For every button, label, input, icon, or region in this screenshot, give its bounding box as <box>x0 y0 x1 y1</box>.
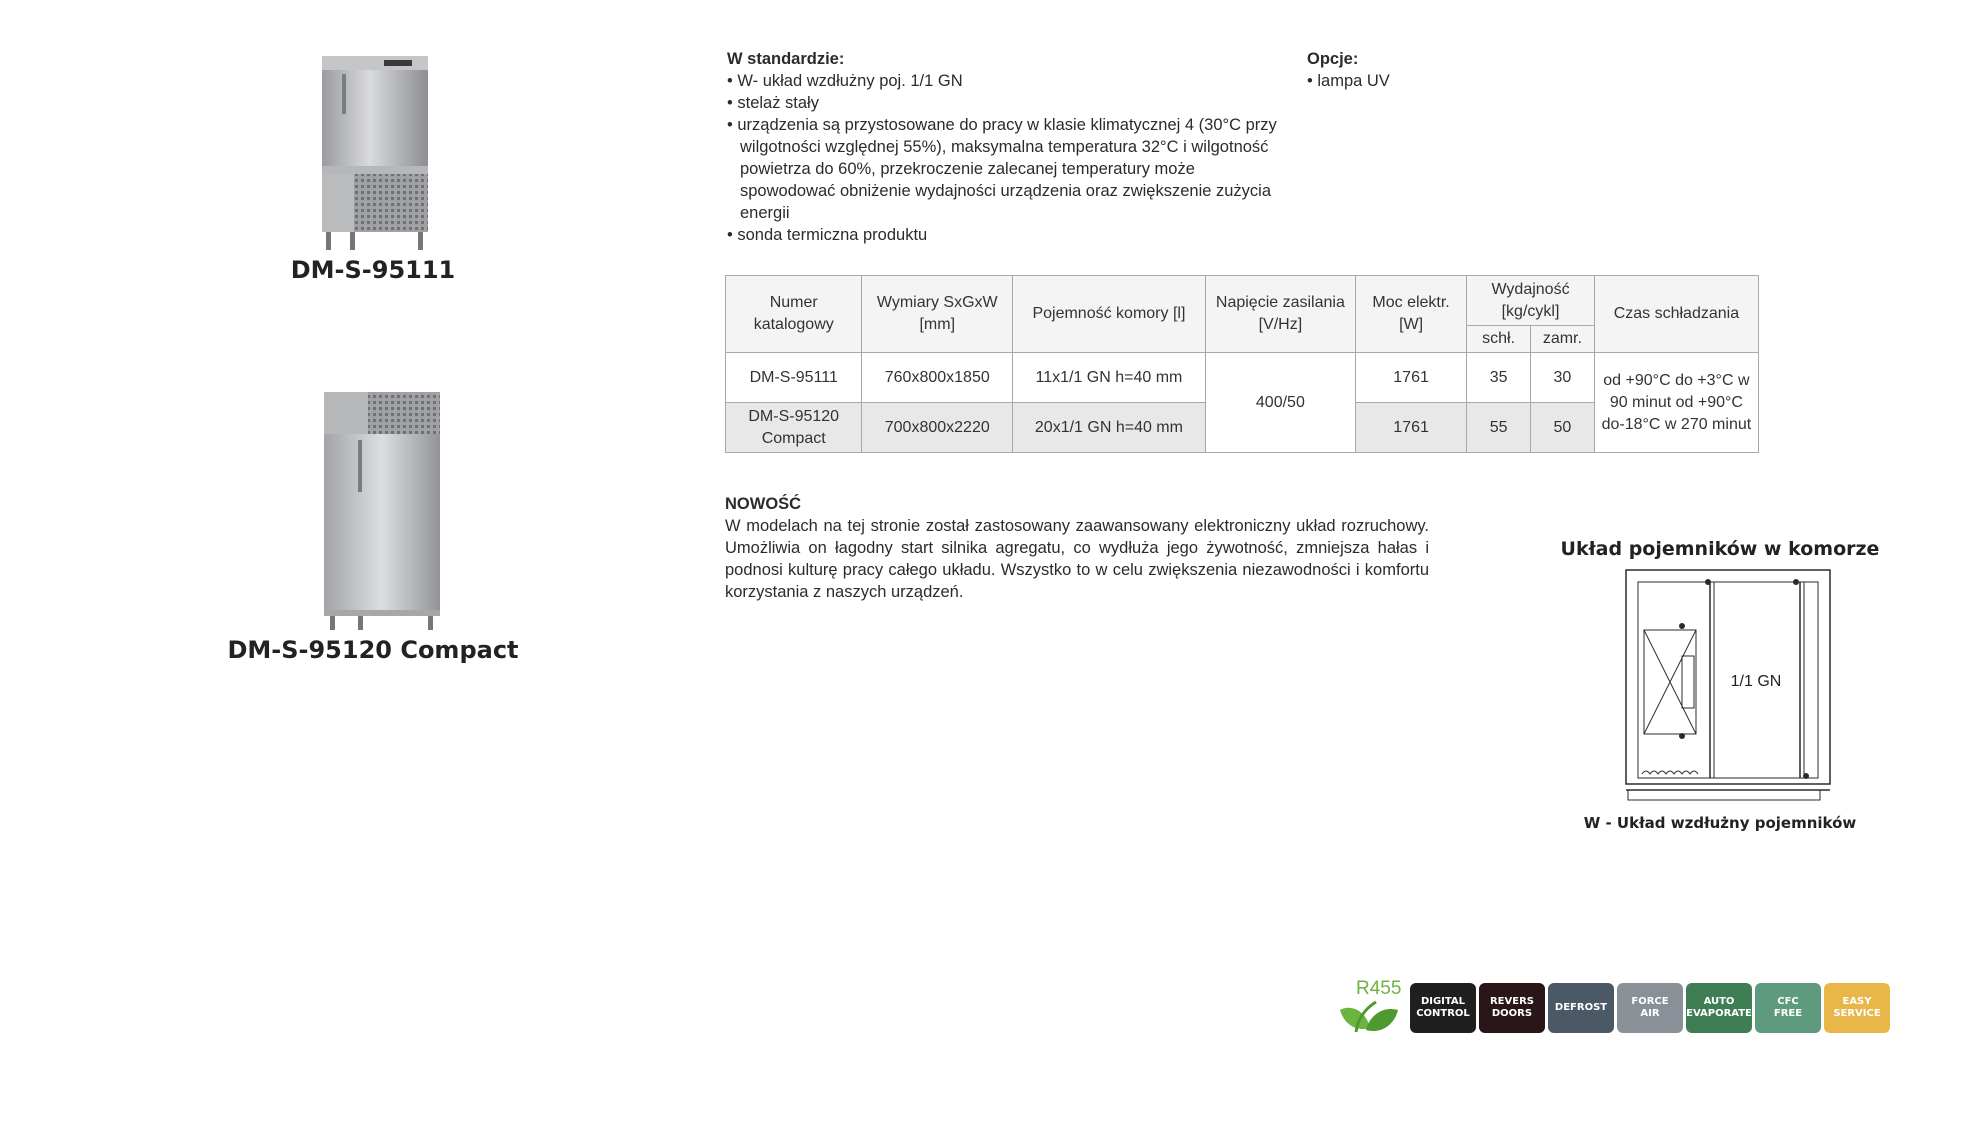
feature-badge: CFC FREE <box>1755 983 1821 1033</box>
feature-badge: REVERS DOORS <box>1479 983 1545 1033</box>
standard-item: • urządzenia są przystosowane do pracy w klasie klimatycznej 4 (30°C przy wilgotności względnej 55%), maksymalna temperatura 32°C i wilgotność powietrza do 60%, przekroczenie zalecanej temperatury może spowodować obniżenie wydajności urządzenia oraz zwiększenie zużycia energii <box>727 116 1277 222</box>
diagram-label: 1/1 GN <box>1730 673 1782 690</box>
standard-heading: W standardzie: <box>727 50 845 68</box>
refrigerant-label: R455 <box>1356 978 1402 999</box>
header-catalog: Numer katalogowy <box>726 276 862 353</box>
product-title-2: DM-S-95120 Compact <box>227 636 519 664</box>
spec-table <box>725 275 1759 453</box>
standard-item: • W- układ wzdłużny poj. 1/1 GN <box>727 72 963 90</box>
standard-item: • stelaż stały <box>727 94 819 112</box>
options-heading: Opcje: <box>1307 50 1359 68</box>
header-power: Moc elektr. [W] <box>1355 276 1466 353</box>
standard-equipment <box>727 48 1292 246</box>
cell-catalog: DM-S-95111 <box>726 353 862 403</box>
feature-badge: AUTO EVAPORATE <box>1686 983 1752 1033</box>
news-section <box>725 493 1429 603</box>
cell-freeze: 50 <box>1530 403 1594 453</box>
news-heading: NOWOŚĆ <box>725 495 802 513</box>
cell-catalog: DM-S-95120 Compact <box>726 403 862 453</box>
feature-badge: FORCE AIR <box>1617 983 1683 1033</box>
product-title-1: DM-S-95111 <box>290 256 456 284</box>
cell-time: od +90°C do +3°C w 90 minut od +90°C do-18°C w 270 minut <box>1594 353 1758 453</box>
table-row <box>726 353 1759 403</box>
header-output-freeze: zamr. <box>1530 326 1594 353</box>
cell-dimensions: 700x800x2220 <box>862 403 1013 453</box>
cell-power: 1761 <box>1355 353 1466 403</box>
cell-voltage: 400/50 <box>1205 353 1355 453</box>
cell-chill: 35 <box>1467 353 1531 403</box>
cell-capacity: 11x1/1 GN h=40 mm <box>1013 353 1206 403</box>
header-dimensions: Wymiary SxGxW [mm] <box>862 276 1013 353</box>
feature-badge: DIGITAL CONTROL <box>1410 983 1476 1033</box>
standard-item: • sonda termiczna produktu <box>727 226 928 244</box>
cell-capacity: 20x1/1 GN h=40 mm <box>1013 403 1206 453</box>
header-time: Czas schładzania <box>1594 276 1758 353</box>
header-output-chill: schł. <box>1467 326 1531 353</box>
container-layout-diagram <box>1620 568 1836 808</box>
feature-badge: EASY SERVICE <box>1824 983 1890 1033</box>
cell-chill: 55 <box>1467 403 1531 453</box>
options <box>1307 48 1390 92</box>
refrigerant-logo <box>1336 980 1406 1036</box>
diagram-title: Układ pojemników w komorze <box>1560 538 1880 560</box>
diagram-caption: W - Układ wzdłużny pojemników <box>1583 814 1857 832</box>
cell-freeze: 30 <box>1530 353 1594 403</box>
header-voltage: Napięcie zasilania [V/Hz] <box>1205 276 1355 353</box>
blast-chiller-image-1 <box>312 52 440 252</box>
options-item: • lampa UV <box>1307 72 1390 90</box>
header-capacity: Pojemność komory [l] <box>1013 276 1206 353</box>
header-output: Wydajność [kg/cykl] <box>1467 276 1595 326</box>
blast-chiller-image-2 <box>318 388 446 632</box>
cell-dimensions: 760x800x1850 <box>862 353 1013 403</box>
feature-badge: DEFROST <box>1548 983 1614 1033</box>
cell-power: 1761 <box>1355 403 1466 453</box>
news-text: W modelach na tej stronie został zastosowany zaawansowany elektroniczny układ rozruchowy. Umożliwia on łagodny start silnika agregatu, co wydłuża jego żywotność, zmniejsza hałas i podnosi kulturę pracy całego układu. Wszystko to w celu zwiększenia niezawodności i komfortu korzystania z naszych urządzeń. <box>725 517 1429 601</box>
